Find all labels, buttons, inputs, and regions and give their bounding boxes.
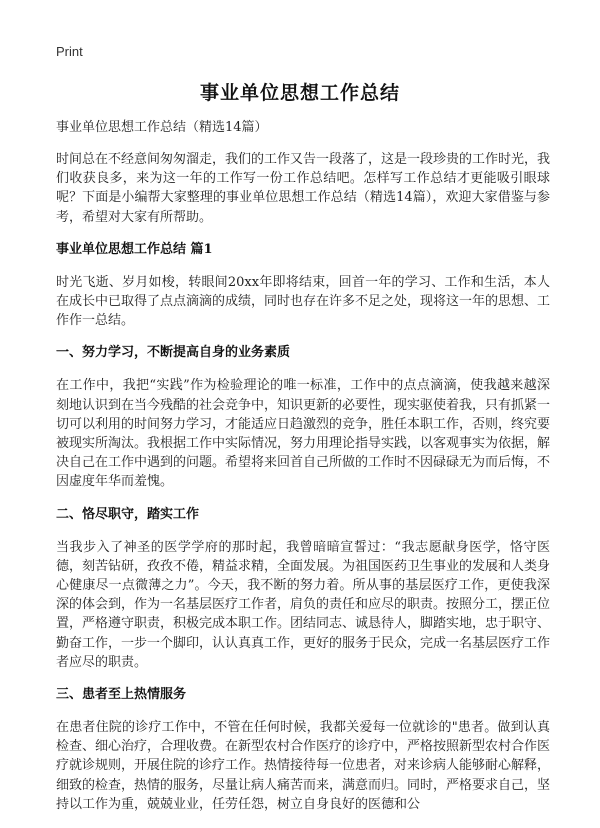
section-3-heading: 三、患者至上热情服务 — [56, 687, 187, 703]
section-1-heading: 一、努力学习，不断提高自身的业务素质 — [56, 345, 291, 361]
section-2-paragraph: 当我步入了神圣的医学学府的那时起，我曾暗暗宣誓过：“我志愿献身医学，恪守医德，刻苦钻研，孜孜不倦，精益求精，全面发展。为祖国医药卫生事业的发展和人类身心健康尽一点微薄之力”。今天，我不断的努力着。所从事的基层医疗工作，更使我深深的体会到，作为一名基层医疗工作者，肩负的责任和应尽的职责。按照分工，摆正位置，严格遵守职责，积极完成本职工作。团结同志、诚恳待人，脚踏实地，忠于职守、勤奋工作，一步一个脚印，认认真真工作，更好的服务于民众，完成一名基层医疗工作者应尽的职责。 — [56, 539, 551, 670]
section-2-heading: 二、恪尽职守，踏实工作 — [56, 506, 200, 522]
chapter-intro-paragraph: 时光飞逝、岁月如梭，转眼间20xx年即将结束，回首一年的学习、工作和生活，本人在成长中已取得了点点滴滴的成绩，同时也存在许多不足之处，现将这一年的思想、工作作一总结。 — [56, 274, 551, 329]
intro-paragraph: 时间总在不经意间匆匆溜走，我们的工作又告一段落了，这是一段珍贵的工作时光，我们收获良多，来为这一年的工作写一份工作总结吧。怎样写工作总结才更能吸引眼球呢？下面是小编帮大家整理的事业单位思想工作总结（精选14篇），欢迎大家借鉴与参考，希望对大家有所帮助。 — [56, 152, 551, 225]
section-3-paragraph: 在患者住院的诊疗工作中，不管在任何时候，我都关爱每一位就诊的"患者。做到认真检查、细心治疗，合理收费。在新型农村合作医疗的诊疗中，严格按照新型农村合作医疗就诊规则，开展住院的诊疗工作。热情接待每一位患者，对来诊病人能够耐心解释，细致的检查，热情的服务，尽量让病人痛苦而来，满意而归。同时，严格要求自己，坚持以工作为重，兢兢业业，任劳任怨，树立自身良好的医德和公 — [56, 720, 551, 812]
page-title: 事业单位思想工作总结 — [199, 82, 400, 104]
section-1-paragraph: 在工作中，我把“实践”作为检验理论的唯一标准，工作中的点点滴滴，使我越来越深刻地认识到在当今残酷的社会竞争中，知识更新的必要性，现实驱使着我，只有抓紧一切可以利用的时间努力学习，才能适应日趋激烈的竞争，胜任本职工作，否则，终究要被现实所淘汰。我根据工作中实际情况，努力用理论指导实践，以客观事实为依据，解决自己在工作中遇到的问题。希望将来回首自己所做的工作时不因碌碌无为而后悔，不因虚度年华而羞愧。 — [56, 378, 551, 490]
print-label: Print — [56, 44, 83, 59]
article-subtitle: 事业单位思想工作总结（精选14篇） — [56, 120, 268, 135]
article-body — [56, 118, 550, 827]
chapter-heading: 事业单位思想工作总结 篇1 — [56, 241, 213, 257]
